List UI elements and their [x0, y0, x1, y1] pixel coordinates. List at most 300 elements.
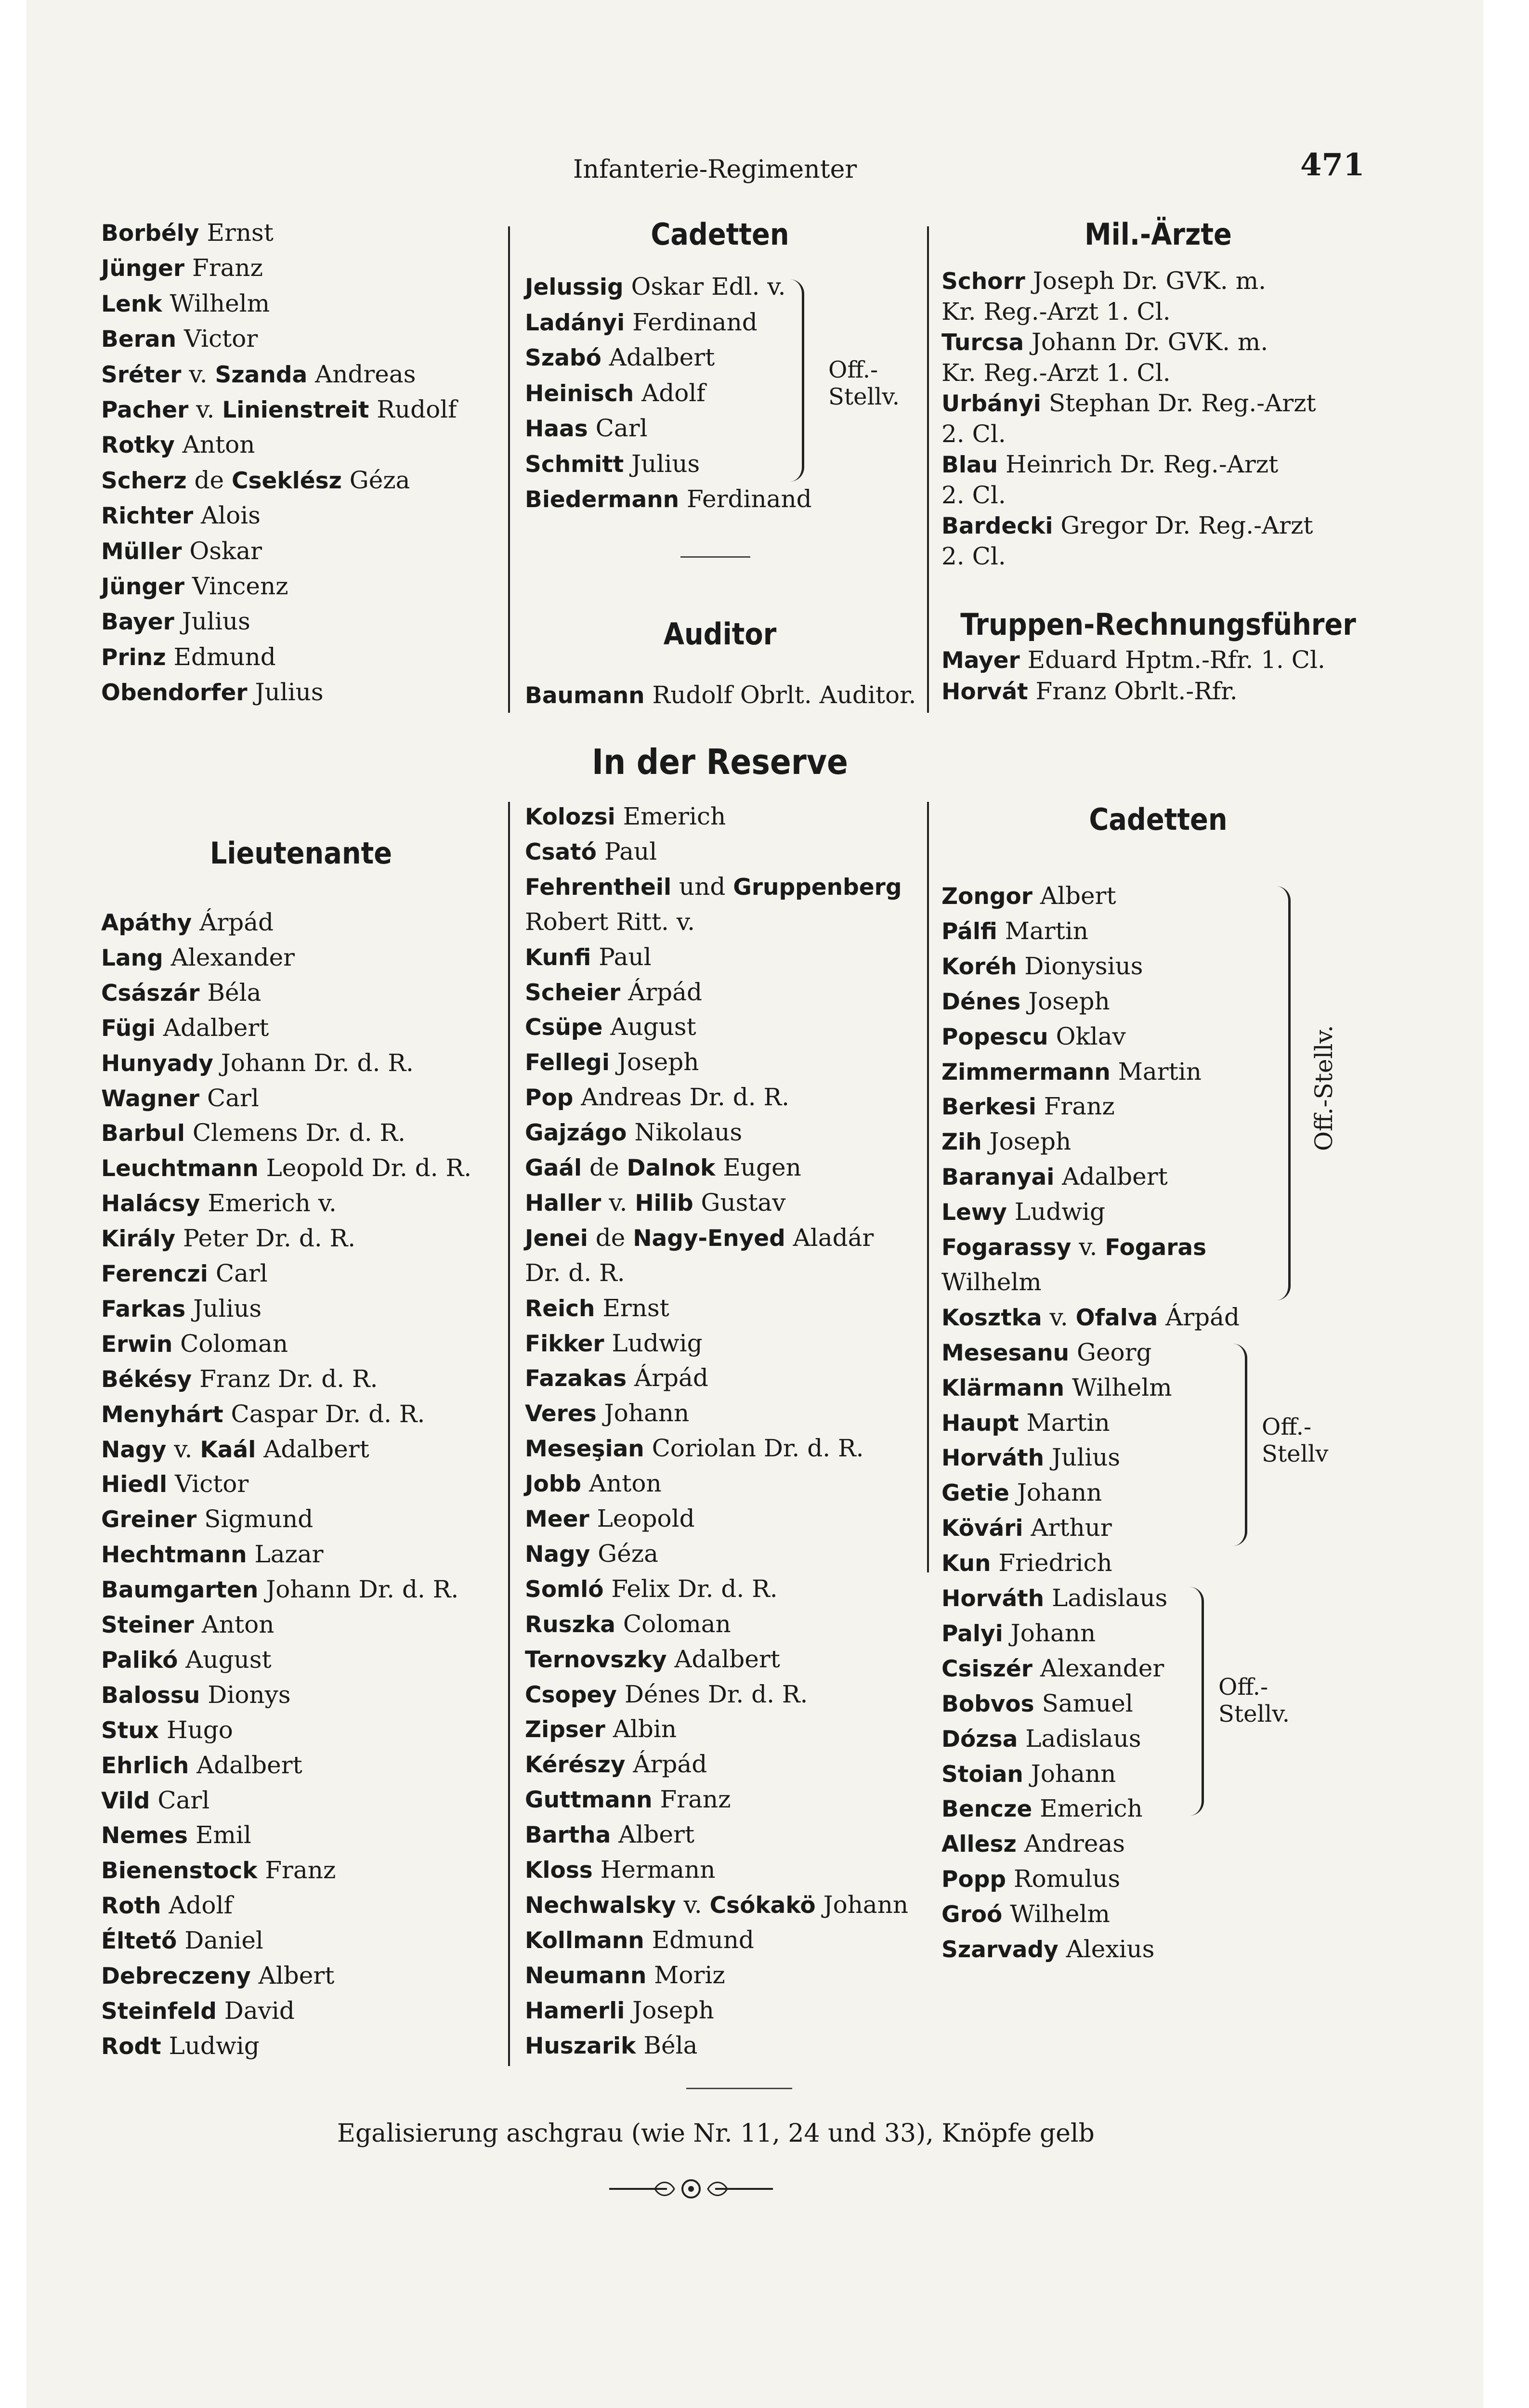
name-entry — [941, 389, 1316, 419]
given-name: Franz — [257, 1856, 336, 1885]
given-name: Aladár — [785, 1223, 874, 1252]
surname: Fikker — [525, 1330, 604, 1357]
given-name: Ferdinand — [679, 485, 812, 513]
surname: Gaál — [525, 1155, 582, 1181]
given-name: Carl — [150, 1786, 210, 1814]
given-name: Carl — [588, 414, 648, 442]
surname: Allesz — [941, 1831, 1017, 1858]
given-name: v. — [166, 1435, 200, 1463]
given-name: Clemens Dr. d. R. — [184, 1119, 406, 1147]
name-entry — [941, 1057, 1202, 1087]
cadetten-heading: Cadetten — [651, 217, 789, 252]
off-stellv-brace — [787, 279, 804, 482]
given-name: Moriz — [646, 1961, 725, 1989]
name-entry — [101, 289, 270, 319]
name-entry — [101, 1996, 295, 2026]
given-name: Gregor Dr. Reg.-Arzt — [1053, 511, 1313, 539]
given-name: Martin — [1019, 1408, 1110, 1437]
surname: Borbély — [101, 220, 199, 247]
name-entry — [525, 1399, 689, 1428]
name-entry — [101, 1786, 209, 1816]
surname: Fehrentheil — [525, 874, 672, 901]
name-entry — [101, 1961, 334, 1991]
surname: Lenk — [101, 290, 162, 317]
name-entry — [525, 414, 648, 444]
name-entry — [941, 1724, 1141, 1754]
surname: Pálfi — [941, 918, 997, 945]
name-entry — [941, 1548, 1112, 1578]
name-entry — [941, 987, 1110, 1017]
given-name: Ladislaus — [1044, 1584, 1168, 1612]
surname: Zongor — [941, 883, 1032, 910]
name-entry — [941, 1443, 1120, 1473]
surname: Beran — [101, 326, 177, 353]
surname: Fogarassy — [941, 1234, 1072, 1261]
name-entry — [941, 677, 1238, 707]
surname: Császár — [101, 980, 200, 1007]
given-name: Felix Dr. d. R. — [603, 1574, 778, 1603]
given-name: Rudolf — [369, 395, 457, 423]
surname: Lewy — [941, 1199, 1007, 1226]
surname: Zipser — [525, 1716, 605, 1743]
given-name: Emerich v. — [200, 1189, 337, 1217]
given-name: Árpád — [620, 978, 702, 1006]
name-entry — [525, 379, 706, 408]
name-entry — [941, 1584, 1167, 1613]
given-name: David — [216, 1996, 295, 2025]
given-name: August — [602, 1013, 696, 1041]
surname: Jelussig — [525, 274, 624, 301]
name-entry — [941, 1689, 1133, 1719]
name-entry — [101, 1364, 378, 1394]
given-name: Adolf — [634, 379, 706, 407]
name-entry — [525, 1118, 742, 1148]
given-name: Caspar Dr. d. R. — [223, 1400, 425, 1428]
given-name: Paul — [596, 837, 657, 865]
name-entry — [941, 1794, 1143, 1824]
name-entry — [101, 253, 263, 283]
separator-rule-bottom — [686, 2088, 792, 2089]
cadetten-reserve-heading: Cadetten — [1089, 802, 1228, 837]
name-entry — [525, 978, 702, 1008]
surname: Neumann — [525, 1962, 647, 1989]
name-entry — [101, 1294, 261, 1324]
given-name: Wilhelm — [1002, 1900, 1110, 1928]
surname: Blau — [941, 452, 998, 478]
off-stellv-label — [828, 356, 900, 410]
surname: Guttmann — [525, 1787, 653, 1814]
mil-aerzte-heading: Mil.-Ärzte — [1085, 217, 1232, 252]
surname: Pacher — [101, 397, 189, 423]
column-rule-right-top — [927, 226, 929, 713]
surname: Barbul — [101, 1120, 185, 1147]
name-entry — [101, 1048, 414, 1078]
surname: Jünger — [101, 574, 185, 600]
surname: Pop — [525, 1085, 574, 1112]
given-name: Albert — [611, 1820, 694, 1849]
given-name: v. — [1071, 1233, 1105, 1261]
given-name: Carl — [208, 1259, 268, 1287]
brace-label-line: Stellv. — [1218, 1701, 1290, 1727]
name-entry — [101, 1540, 324, 1570]
brace-label-line: Off.- — [828, 356, 878, 383]
given-name: v. — [601, 1188, 635, 1217]
surname: Dózsa — [941, 1726, 1018, 1753]
given-name: Carl — [199, 1084, 259, 1112]
surname: Leuchtmann — [101, 1155, 259, 1182]
surname: Nagy-Enyed — [633, 1225, 785, 1252]
name-entry — [525, 1012, 696, 1042]
given-name: Julius — [247, 678, 324, 707]
given-name: Oskar — [182, 537, 262, 565]
surname: Wagner — [101, 1085, 200, 1112]
name-entry — [525, 2031, 697, 2061]
surname: Haupt — [941, 1410, 1019, 1437]
given-name: Johann — [596, 1399, 690, 1427]
surname: Baumann — [525, 682, 645, 709]
surname: Bardecki — [941, 513, 1053, 539]
given-name: Béla — [199, 978, 261, 1007]
given-name: Johann — [815, 1890, 909, 1919]
surname: Békésy — [101, 1366, 192, 1393]
name-entry — [525, 837, 657, 867]
surname: Biedermann — [525, 486, 680, 513]
name-entry — [525, 1223, 874, 1253]
name-entry — [101, 1926, 263, 1956]
given-name: Johann Dr. GVK. m. — [1024, 328, 1268, 356]
surname: Kövári — [941, 1515, 1023, 1542]
given-name: 2. Cl. — [941, 481, 1006, 509]
name-entry — [525, 872, 902, 902]
name-entry — [941, 1127, 1071, 1157]
name-entry — [101, 1575, 458, 1605]
name-entry — [101, 607, 250, 637]
name-entry — [941, 1478, 1102, 1508]
name-entry — [101, 1751, 302, 1780]
surname: Klärmann — [941, 1374, 1065, 1401]
given-name: Kr. Reg.-Arzt 1. Cl. — [941, 358, 1171, 387]
surname: Csüpe — [525, 1014, 603, 1041]
surname: Popp — [941, 1866, 1006, 1893]
name-entry — [941, 358, 1171, 387]
surname: Richter — [101, 503, 194, 530]
surname: Fellegi — [525, 1049, 610, 1076]
surname: Vild — [101, 1787, 150, 1814]
name-entry — [101, 908, 274, 938]
surname: Debreczeny — [101, 1963, 251, 1989]
name-entry — [525, 1996, 714, 2026]
given-name: Adalbert — [155, 1013, 269, 1042]
name-entry — [525, 1504, 695, 1534]
given-name: Julius — [185, 1294, 262, 1322]
surname: Roth — [101, 1893, 161, 1920]
given-name: Árpád — [192, 908, 274, 936]
surname: Veres — [525, 1400, 597, 1427]
name-entry — [525, 802, 726, 832]
given-name: Friedrich — [991, 1549, 1112, 1577]
name-entry — [101, 1645, 272, 1675]
brace-label-line: Stellv. — [828, 383, 900, 410]
given-name: Wilhelm — [162, 289, 270, 317]
given-name: v. — [1042, 1303, 1076, 1331]
given-name: Adalbert — [601, 343, 715, 371]
name-entry — [101, 501, 261, 531]
name-entry — [101, 1856, 336, 1885]
surname: Koréh — [941, 953, 1017, 980]
given-name: Anton — [194, 1610, 274, 1638]
given-name: Géza — [341, 466, 410, 494]
surname: Fogaras — [1105, 1234, 1207, 1261]
surname: Bartha — [525, 1822, 611, 1849]
given-name: 2. Cl. — [941, 542, 1006, 570]
given-name: Hermann — [592, 1856, 716, 1884]
given-name: Rudolf Obrlt. Auditor. — [644, 681, 916, 709]
name-entry — [525, 343, 715, 373]
given-name: Georg — [1069, 1338, 1152, 1366]
given-name: Lazar — [247, 1540, 324, 1569]
given-name: Andreas — [1016, 1830, 1125, 1858]
name-entry — [525, 1610, 731, 1639]
name-entry — [525, 1258, 625, 1287]
given-name: Dénes Dr. d. R. — [616, 1680, 808, 1708]
brace-label-line: Off.- — [1262, 1413, 1312, 1440]
given-name: Emerich — [615, 802, 726, 830]
given-name: Robert Ritt. v. — [525, 907, 695, 936]
name-entry — [941, 1022, 1126, 1052]
name-entry — [525, 1363, 708, 1393]
surname: Kollmann — [525, 1927, 644, 1954]
surname: Baumgarten — [101, 1577, 259, 1604]
surname: Erwin — [101, 1331, 173, 1358]
name-entry — [941, 1232, 1206, 1262]
name-entry — [101, 466, 410, 496]
name-entry — [101, 1891, 233, 1921]
surname: Menyhárt — [101, 1401, 223, 1428]
name-entry — [941, 511, 1313, 541]
name-entry — [101, 1469, 248, 1499]
name-entry — [941, 481, 1006, 510]
surname: Urbányi — [941, 391, 1041, 417]
name-entry — [941, 542, 1006, 571]
surname: Kunfi — [525, 944, 591, 971]
name-entry — [941, 266, 1266, 296]
given-name: v. — [181, 360, 215, 388]
name-entry — [941, 645, 1325, 675]
surname: Palyi — [941, 1620, 1003, 1647]
name-entry — [941, 450, 1278, 480]
surname: Meseşian — [525, 1436, 644, 1463]
name-entry — [101, 1118, 405, 1148]
given-name: Leopold — [589, 1505, 695, 1532]
surname: Kérészy — [525, 1752, 626, 1779]
given-name: Johann — [1003, 1619, 1096, 1647]
book-page — [26, 0, 1503, 2408]
given-name: Ludwig — [161, 2031, 260, 2060]
surname: Linienstreit — [222, 397, 369, 423]
off-stellv-brace-1 — [1274, 886, 1291, 1300]
name-entry — [941, 952, 1143, 982]
surname: Dalnok — [627, 1155, 716, 1181]
name-entry — [525, 1925, 754, 1955]
given-name: Adalbert — [256, 1435, 369, 1463]
surname: Scherz — [101, 467, 187, 494]
column-rule-left-bottom — [508, 802, 510, 2066]
given-name: Adalbert — [666, 1645, 780, 1673]
reserve-heading: In der Reserve — [591, 742, 849, 782]
auditor-heading: Auditor — [663, 616, 777, 652]
name-entry — [525, 1153, 801, 1183]
given-name: Coloman — [615, 1610, 731, 1638]
surname: Nagy — [525, 1541, 590, 1568]
name-entry — [941, 1162, 1168, 1192]
name-entry — [101, 1013, 269, 1043]
surname: Greiner — [101, 1506, 197, 1533]
name-entry — [941, 916, 1088, 946]
surname: Éltető — [101, 1928, 177, 1955]
name-entry — [101, 642, 276, 672]
name-entry — [941, 1408, 1110, 1438]
name-entry — [101, 1400, 425, 1429]
given-name: August — [178, 1645, 272, 1674]
surname: Zih — [941, 1129, 982, 1156]
given-name: Johann — [1009, 1479, 1102, 1507]
surname: Haas — [525, 416, 588, 442]
name-entry — [101, 1259, 268, 1289]
surname: Schorr — [941, 268, 1025, 295]
name-entry — [941, 1338, 1152, 1368]
surname: Bobvos — [941, 1690, 1034, 1717]
surname: Nechwalsky — [525, 1892, 676, 1919]
surname: Jobb — [525, 1471, 582, 1498]
given-name: Johann Dr. d. R. — [258, 1575, 459, 1604]
surname: Somló — [525, 1576, 604, 1603]
given-name: Joseph Dr. GVK. m. — [1025, 267, 1266, 295]
name-entry — [941, 1373, 1172, 1403]
surname: Kosztka — [941, 1304, 1042, 1331]
given-name: Joseph — [981, 1127, 1072, 1156]
given-name: Vincenz — [184, 572, 288, 600]
name-entry — [101, 430, 255, 460]
name-entry — [101, 2031, 260, 2061]
name-entry — [101, 360, 416, 390]
given-name: Julius — [1044, 1443, 1121, 1472]
name-entry — [101, 943, 295, 973]
footer-note: Egalisierung aschgrau (wie Nr. 11, 24 und 33), Knöpfe gelb — [337, 2119, 1095, 2148]
surname: Lang — [101, 944, 163, 971]
surname: Csókakö — [709, 1892, 816, 1919]
given-name: v. — [676, 1890, 710, 1919]
surname: Rotky — [101, 432, 175, 459]
given-name: Alexander — [163, 943, 295, 971]
given-name: Wilhelm — [1064, 1373, 1172, 1401]
surname: Kolozsi — [525, 804, 615, 830]
given-name: Alois — [193, 501, 261, 530]
page-number: 471 — [1300, 147, 1365, 183]
surname: Popescu — [941, 1023, 1048, 1050]
surname: Jünger — [101, 255, 185, 282]
given-name: Martin — [1110, 1057, 1202, 1086]
name-entry — [101, 1680, 291, 1710]
given-name: Paul — [591, 942, 652, 971]
given-name: Stephan Dr. Reg.-Arzt — [1041, 389, 1316, 417]
given-name: Anton — [174, 431, 255, 459]
surname: Haller — [525, 1190, 601, 1217]
surname: Jenei — [525, 1225, 588, 1252]
surname: Reich — [525, 1295, 595, 1322]
given-name: de — [186, 466, 232, 494]
surname: Huszarik — [525, 2032, 636, 2059]
given-name: Adolf — [161, 1891, 233, 1920]
given-name: Ernst — [595, 1294, 669, 1322]
surname: Ternovszky — [525, 1646, 667, 1673]
surname: Berkesi — [941, 1094, 1036, 1121]
given-name: Ludwig — [1006, 1198, 1105, 1226]
surname: Dénes — [941, 988, 1021, 1015]
name-entry — [941, 1829, 1125, 1859]
name-entry — [525, 907, 695, 936]
surname: Kun — [941, 1550, 991, 1577]
surname: Horváth — [941, 1585, 1045, 1612]
given-name: Árpád — [625, 1750, 707, 1779]
given-name: Sigmund — [196, 1505, 314, 1533]
given-name: Oklav — [1048, 1022, 1126, 1050]
surname: Nemes — [101, 1822, 188, 1849]
given-name: Ferdinand — [625, 308, 758, 336]
name-entry — [525, 1294, 669, 1323]
name-entry — [525, 1890, 908, 1920]
given-name: Albert — [1032, 882, 1116, 910]
given-name: Ludwig — [604, 1329, 703, 1357]
off-stellv-brace-3 — [1187, 1587, 1204, 1816]
name-entry — [525, 1574, 778, 1604]
name-entry — [941, 419, 1006, 448]
name-entry — [525, 272, 786, 302]
surname: Turcsa — [941, 329, 1024, 356]
given-name: Victor — [167, 1470, 249, 1498]
given-name: Andreas Dr. d. R. — [573, 1083, 790, 1112]
surname: Getie — [941, 1480, 1009, 1507]
surname: Ehrlich — [101, 1752, 189, 1779]
name-entry — [941, 1303, 1240, 1333]
brace-label-line: Stellv — [1262, 1440, 1329, 1467]
column-rule-left-top — [508, 226, 510, 713]
surname: Hilib — [635, 1190, 693, 1217]
surname: Csiszér — [941, 1655, 1032, 1682]
name-entry — [101, 1820, 251, 1850]
name-entry — [525, 308, 758, 338]
name-entry — [941, 1899, 1110, 1929]
given-name: Johann — [1023, 1759, 1116, 1788]
name-entry — [941, 327, 1268, 357]
separator-rule — [680, 556, 750, 558]
name-entry — [941, 1513, 1112, 1543]
surname: Nagy — [101, 1436, 167, 1463]
surname: Steinfeld — [101, 1998, 217, 2025]
name-entry — [941, 1759, 1116, 1789]
given-name: Albert — [250, 1962, 335, 1989]
name-entry — [941, 1654, 1164, 1684]
given-name: Edmund — [644, 1925, 754, 1954]
given-name: Joseph — [609, 1048, 699, 1076]
given-name: Árpád — [1158, 1303, 1240, 1331]
given-name: und — [671, 872, 733, 901]
given-name: Romulus — [1006, 1865, 1121, 1893]
given-name: Johann Dr. d. R. — [213, 1048, 414, 1077]
name-entry — [101, 1715, 233, 1745]
surname: Steiner — [101, 1612, 194, 1638]
given-name: Coriolan Dr. d. R. — [644, 1434, 864, 1463]
column-rule-right-bottom — [927, 802, 929, 1572]
